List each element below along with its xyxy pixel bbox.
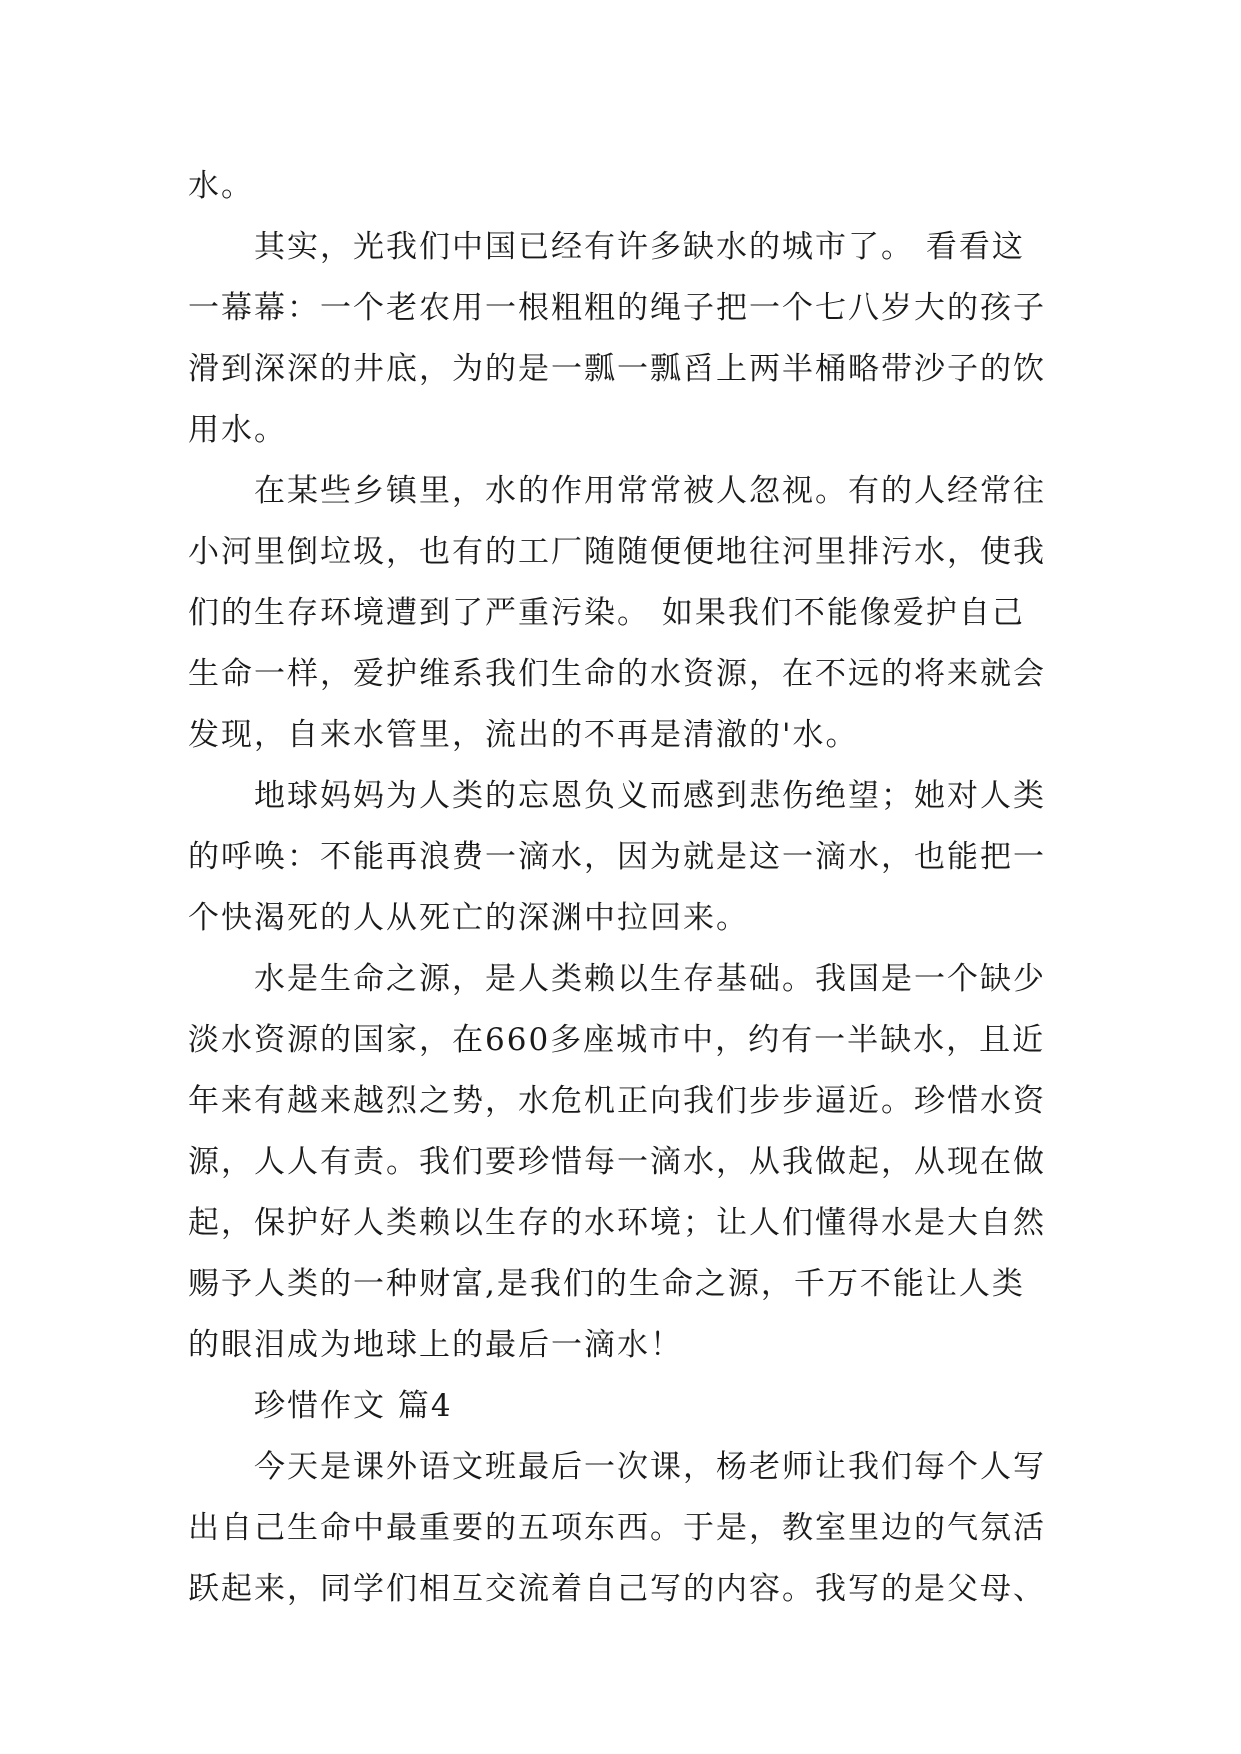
text-line: 源，人人有责。我们要珍惜每一滴水，从我做起，从现在做	[188, 1144, 1046, 1180]
text-line: 个快渴死的人从死亡的深渊中拉回来。	[188, 900, 749, 936]
section-heading: 珍惜作文 篇4	[188, 1388, 453, 1424]
text-line: 们的生存环境遭到了严重污染。 如果我们不能像爱护自己	[188, 595, 1025, 631]
text-line: 的眼泪成为地球上的最后一滴水！	[188, 1327, 683, 1363]
text-line: 用水。	[188, 412, 287, 448]
text-line: 今天是课外语文班最后一次课，杨老师让我们每个人写	[188, 1449, 1046, 1485]
text-line: 出自己生命中最重要的五项东西。于是，教室里边的气氛活	[188, 1510, 1046, 1546]
text-line: 水是生命之源，是人类赖以生存基础。我国是一个缺少	[188, 961, 1046, 997]
text-line: 生命一样，爱护维系我们生命的水资源，在不远的将来就会	[188, 656, 1046, 692]
text-line: 发现，自来水管里，流出的不再是清澈的'水。	[188, 717, 859, 753]
text-line: 淡水资源的国家，在660多座城市中，约有一半缺水，且近	[188, 1022, 1046, 1058]
text-line: 年来有越来越烈之势，水危机正向我们步步逼近。珍惜水资	[188, 1083, 1046, 1119]
text-line: 跃起来，同学们相互交流着自己写的内容。我写的是父母、	[188, 1571, 1046, 1607]
text-line: 其实，光我们中国已经有许多缺水的城市了。 看看这	[188, 229, 1025, 265]
text-line: 的呼唤：不能再浪费一滴水，因为就是这一滴水，也能把一	[188, 839, 1046, 875]
text-line: 赐予人类的一种财富,是我们的生命之源，千万不能让人类	[188, 1266, 1025, 1302]
text-line: 小河里倒垃圾，也有的工厂随随便便地往河里排污水，使我	[188, 534, 1046, 570]
text-line: 滑到深深的井底，为的是一瓢一瓢舀上两半桶略带沙子的饮	[188, 351, 1046, 387]
essay-text	[188, 156, 1058, 1620]
text-line: 地球妈妈为人类的忘恩负义而感到悲伤绝望；她对人类	[188, 778, 1046, 814]
text-line: 在某些乡镇里，水的作用常常被人忽视。有的人经常往	[188, 473, 1046, 509]
text-line: 起，保护好人类赖以生存的水环境；让人们懂得水是大自然	[188, 1205, 1046, 1241]
text-line: 一幕幕：一个老农用一根粗粗的绳子把一个七八岁大的孩子	[188, 290, 1046, 326]
text-line: 水。	[188, 168, 254, 204]
